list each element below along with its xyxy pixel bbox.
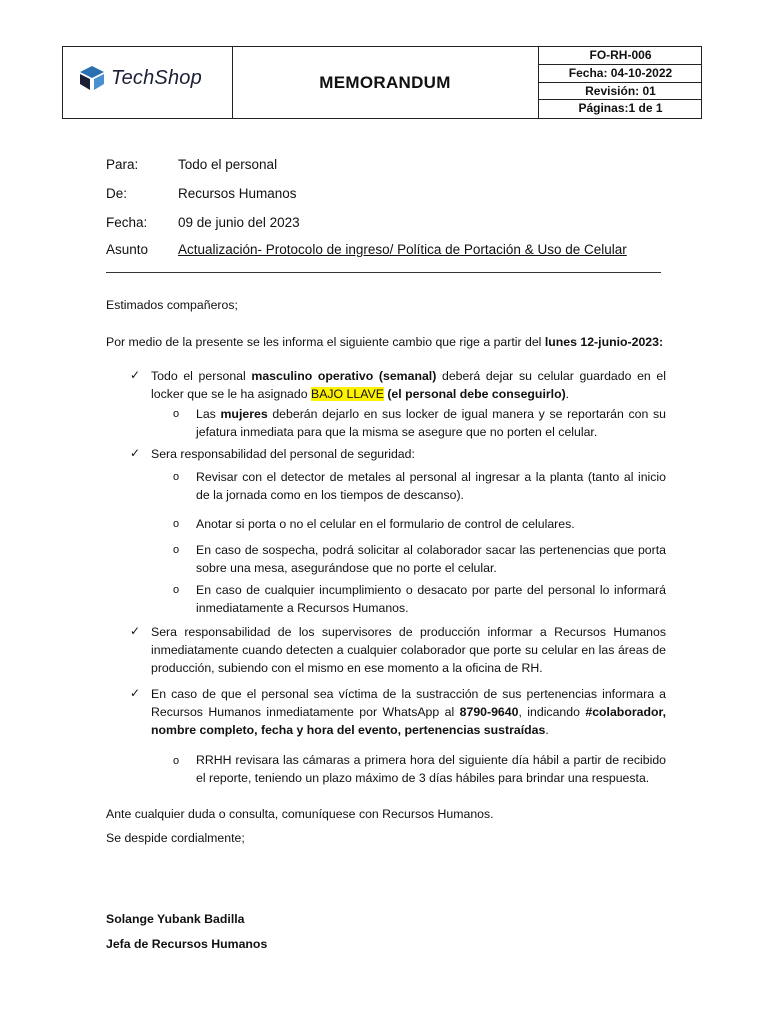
signature-role: Jefa de Recursos Humanos (106, 937, 268, 951)
date-label: Fecha: (106, 215, 148, 230)
check-icon: ✓ (130, 368, 141, 382)
item-3: Sera responsabilidad de los supervisores de producción informar a Recursos Humanos inmediatamente cuando detecten a cualquier colaborador que porte su celular en las áreas de producción, subiendo con el mismo en ese momento a la oficina de RH. (151, 625, 666, 675)
item-1 (151, 367, 666, 403)
doc-code: FO-RH-006 (539, 47, 702, 65)
item1-sub-mujeres: mujeres (220, 407, 268, 421)
item-2-sub-2: Anotar si porta o no el celular en el formulario de control de celulares. (196, 517, 575, 531)
intro-paragraph (106, 333, 663, 351)
bullet-icon: o (173, 544, 180, 556)
bullet-icon: o (173, 755, 180, 767)
bullet-icon: o (173, 408, 180, 420)
item4-text-a: En caso de que el personal sea víctima de la sustracción de sus pertenencias informara a Recursos Humanos inmediatamente por WhatsApp al (151, 687, 666, 719)
item-2-sub-4: En caso de cualquier incumplimiento o desacato por parte del personal lo informará inmediatamente a Recursos Humanos. (196, 583, 666, 615)
item4-details: #colaborador, nombre completo, fecha y hora del evento, pertenencias sustraídas (151, 705, 666, 737)
memo-title: MEMORANDUM (232, 47, 539, 118)
item1-sub-a: Las (196, 407, 216, 421)
intro-date: lunes 12-junio-2023: (544, 335, 664, 349)
doc-revision: Revisión: 01 (539, 83, 702, 101)
greeting: Estimados compañeros; (106, 298, 238, 312)
doc-meta (539, 47, 702, 118)
subject-value: Actualización- Protocolo de ingreso/ Política de Portación & Uso de Celular (178, 242, 627, 257)
techshop-logo (77, 65, 202, 91)
item4-phone: 8790-9640 (459, 705, 519, 719)
to-label: Para: (106, 157, 139, 172)
memo-header (62, 46, 702, 119)
item-1-sub (196, 405, 666, 441)
item1-sub-c: deberán dejarlo en sus locker de igual manera y se reportarán con su jefatura inmediata para que la misma se asegure que no porten el celular. (196, 407, 666, 439)
item4-text-c: , indicando (518, 705, 580, 719)
intro-text: Por medio de la presente se les informa el siguiente cambio que rige a partir del (106, 335, 542, 349)
techshop-cube-icon (77, 65, 107, 91)
item4-period: . (545, 723, 549, 737)
item1-period: . (565, 387, 570, 401)
item-2-sub-3: En caso de sospecha, podrá solicitar al colaborador sacar las pertenencias que porta sobre una mesa, asegurándose que no porte el celular. (196, 543, 666, 575)
check-icon: ✓ (130, 686, 141, 700)
doc-pages: Páginas:1 de 1 (578, 101, 663, 116)
closing-line-1: Ante cualquier duda o consulta, comuníquese con Recursos Humanos. (106, 807, 494, 821)
item-2: Sera responsabilidad del personal de seguridad: (151, 447, 415, 461)
doc-date: Fecha: 04-10-2022 (539, 65, 702, 83)
bullet-icon: o (173, 518, 180, 530)
bullet-icon: o (173, 471, 180, 483)
item-2-sub-1: Revisar con el detector de metales al personal al ingresar a la planta (tanto al inicio de la jornada como en los tiempos de descanso). (196, 470, 666, 502)
from-label: De: (106, 186, 128, 201)
to-value: Todo el personal (178, 157, 278, 172)
check-icon: ✓ (130, 624, 141, 638)
item1-conseguirlo: (el personal debe conseguirlo) (387, 387, 566, 401)
item1-text-c: deberá dejar su celular guardado en el locker (151, 369, 667, 401)
signature-name: Solange Yubank Badilla (106, 912, 245, 926)
item1-text-a: Todo el personal (151, 369, 246, 383)
item1-text-d: que se le ha asignado (187, 387, 308, 401)
item-4 (151, 685, 666, 739)
logo-wordmark: TechShop (111, 66, 202, 89)
item1-masculino: masculino operativo (semanal) (251, 369, 437, 383)
item-4-sub: RRHH revisara las cámaras a primera hora del siguiente día hábil a partir de recibido el reporte, teniendo un plazo máximo de 3 días hábiles para brindar una respuesta. (196, 753, 666, 785)
check-icon: ✓ (130, 446, 141, 460)
from-value: Recursos Humanos (178, 186, 297, 201)
bullet-icon: o (173, 584, 180, 596)
subject-label: Asunto (106, 242, 149, 257)
logo-cell (63, 47, 233, 118)
item1-bajo-llave: BAJO LLAVE (311, 387, 384, 401)
header-divider (106, 272, 661, 273)
date-value: 09 de junio del 2023 (178, 215, 300, 230)
closing-line-2: Se despide cordialmente; (106, 831, 245, 845)
